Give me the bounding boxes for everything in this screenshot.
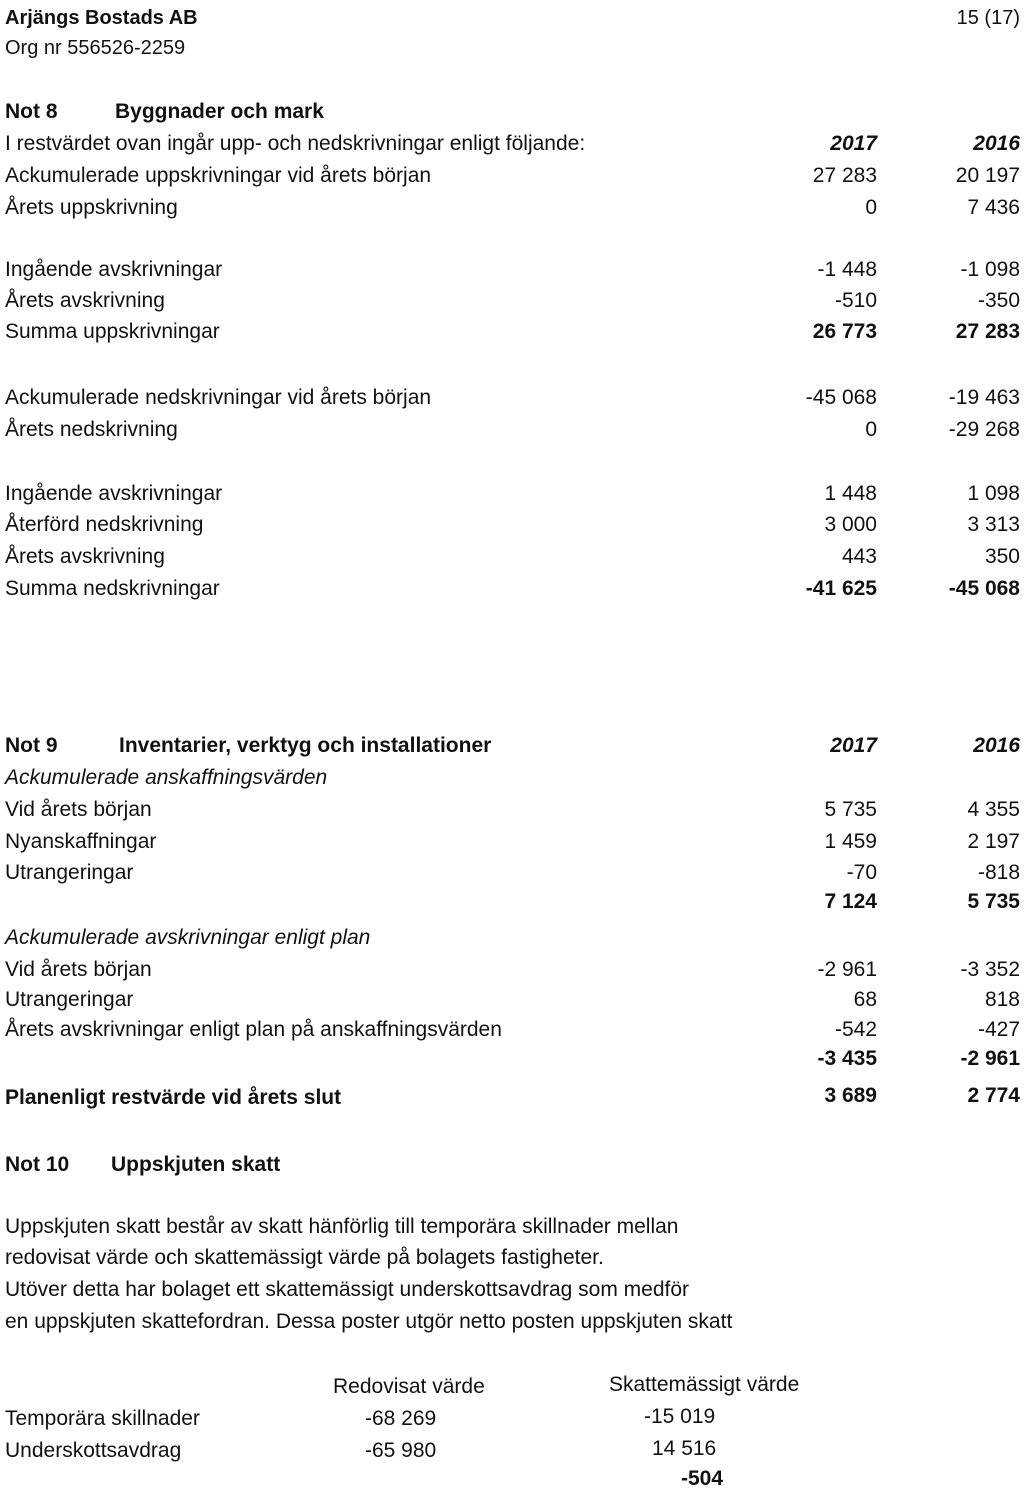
value-2016: -29 268 — [948, 418, 1020, 441]
value-redovisat: -68 269 — [365, 1407, 437, 1430]
value-2017: -510 — [834, 289, 877, 312]
value-2016: -1 098 — [960, 258, 1020, 281]
value-2016: 2 197 — [967, 830, 1020, 853]
row-label: Ingående avskrivningar — [5, 482, 223, 505]
value-2017: 26 773 — [812, 320, 877, 343]
value-2016: 2 774 — [967, 1084, 1020, 1107]
row-label: Återförd nedskrivning — [5, 513, 204, 536]
note10-col-skatt: Skattemässigt värde — [609, 1373, 800, 1396]
value-2017: 3 000 — [824, 513, 877, 536]
note9-section-acquisition: Ackumulerade anskaffningsvärden — [5, 766, 328, 789]
value-2016: -818 — [977, 861, 1020, 884]
value-2017: 68 — [853, 988, 877, 1011]
note10-number: Not 10 — [5, 1153, 70, 1176]
paragraph-line: en uppskjuten skattefordran. Dessa poster utgör netto posten uppskjuten skatt — [5, 1310, 733, 1333]
note9-col-2017: 2017 — [830, 734, 877, 757]
value-2017: -2 961 — [817, 958, 877, 981]
paragraph-line: Utöver detta har bolaget ett skattemässigt underskottsavdrag som medför — [5, 1278, 690, 1301]
value-2017: -3 435 — [817, 1047, 877, 1070]
note9-title: Inventarier, verktyg och installationer — [119, 734, 492, 757]
value-2017: 1 459 — [824, 830, 877, 853]
value-2017: 443 — [841, 545, 877, 568]
value-2017: -542 — [834, 1018, 877, 1041]
note8-intro: I restvärdet ovan ingår upp- och nedskrivningar enligt följande: — [5, 132, 586, 155]
note10-total: -504 — [681, 1467, 724, 1490]
row-label: Utrangeringar — [5, 988, 134, 1011]
value-2016: 350 — [984, 545, 1020, 568]
value-2016: 4 355 — [967, 798, 1020, 821]
value-2017: 5 735 — [824, 798, 877, 821]
value-2016: -350 — [977, 289, 1020, 312]
row-label: Årets uppskrivning — [5, 196, 178, 219]
value-2017: 27 283 — [812, 164, 877, 187]
value-2016: 818 — [984, 988, 1020, 1011]
value-2016: -45 068 — [948, 577, 1020, 600]
note10-title: Uppskjuten skatt — [111, 1153, 281, 1176]
company-name: Arjängs Bostads AB — [5, 7, 198, 29]
value-2016: -427 — [977, 1018, 1020, 1041]
row-label: Ingående avskrivningar — [5, 258, 223, 281]
value-skatt: 14 516 — [652, 1437, 717, 1460]
value-2017: 0 — [865, 196, 877, 219]
value-2017: 7 124 — [824, 890, 877, 913]
row-label: Temporära skillnader — [5, 1407, 200, 1430]
note8-title: Byggnader och mark — [115, 100, 324, 123]
note9-number: Not 9 — [5, 734, 58, 757]
value-2017: 0 — [865, 418, 877, 441]
value-skatt: -15 019 — [644, 1405, 716, 1428]
value-redovisat: -65 980 — [365, 1439, 437, 1462]
row-label: Nyanskaffningar — [5, 830, 157, 853]
note8-number: Not 8 — [5, 100, 58, 123]
value-2016: 5 735 — [967, 890, 1020, 913]
row-label: Vid årets början — [5, 958, 152, 981]
row-label: Utrangeringar — [5, 861, 134, 884]
row-label: Vid årets början — [5, 798, 152, 821]
note9-col-2016: 2016 — [973, 734, 1020, 757]
org-number: Org nr 556526-2259 — [5, 37, 186, 59]
value-2016: 1 098 — [967, 482, 1020, 505]
note8-col-2016: 2016 — [973, 132, 1020, 155]
value-2017: -41 625 — [805, 577, 877, 600]
value-2016: 20 197 — [955, 164, 1020, 187]
paragraph-line: redovisat värde och skattemässigt värde på bolagets fastigheter. — [5, 1246, 604, 1269]
row-label: Summa nedskrivningar — [5, 577, 220, 600]
value-2016: 3 313 — [967, 513, 1020, 536]
row-label: Ackumulerade nedskrivningar vid årets början — [5, 386, 432, 409]
row-label: Underskottsavdrag — [5, 1439, 182, 1462]
value-2017: -1 448 — [817, 258, 877, 281]
row-label: Summa uppskrivningar — [5, 320, 220, 343]
paragraph-line: Uppskjuten skatt består av skatt hänförlig till temporära skillnader mellan — [5, 1215, 679, 1238]
note10-col-redovisat: Redovisat värde — [333, 1375, 485, 1398]
value-2017: -70 — [846, 861, 877, 884]
value-2017: 1 448 — [824, 482, 877, 505]
value-2016: 7 436 — [967, 196, 1020, 219]
value-2016: 27 283 — [955, 320, 1020, 343]
page-number: 15 (17) — [956, 7, 1020, 29]
row-label: Årets avskrivning — [5, 289, 165, 312]
value-2017: 3 689 — [824, 1084, 877, 1107]
value-2017: -45 068 — [805, 386, 877, 409]
row-label: Årets nedskrivning — [5, 418, 178, 441]
row-label: Årets avskrivningar enligt plan på anskaffningsvärden — [5, 1018, 502, 1041]
value-2016: -19 463 — [948, 386, 1020, 409]
note9-section-depreciation: Ackumulerade avskrivningar enligt plan — [5, 926, 371, 949]
row-label: Årets avskrivning — [5, 545, 165, 568]
note8-col-2017: 2017 — [830, 132, 877, 155]
row-label: Ackumulerade uppskrivningar vid årets början — [5, 164, 432, 187]
value-2016: -2 961 — [960, 1047, 1020, 1070]
value-2016: -3 352 — [960, 958, 1020, 981]
row-label: Planenligt restvärde vid årets slut — [5, 1086, 342, 1109]
